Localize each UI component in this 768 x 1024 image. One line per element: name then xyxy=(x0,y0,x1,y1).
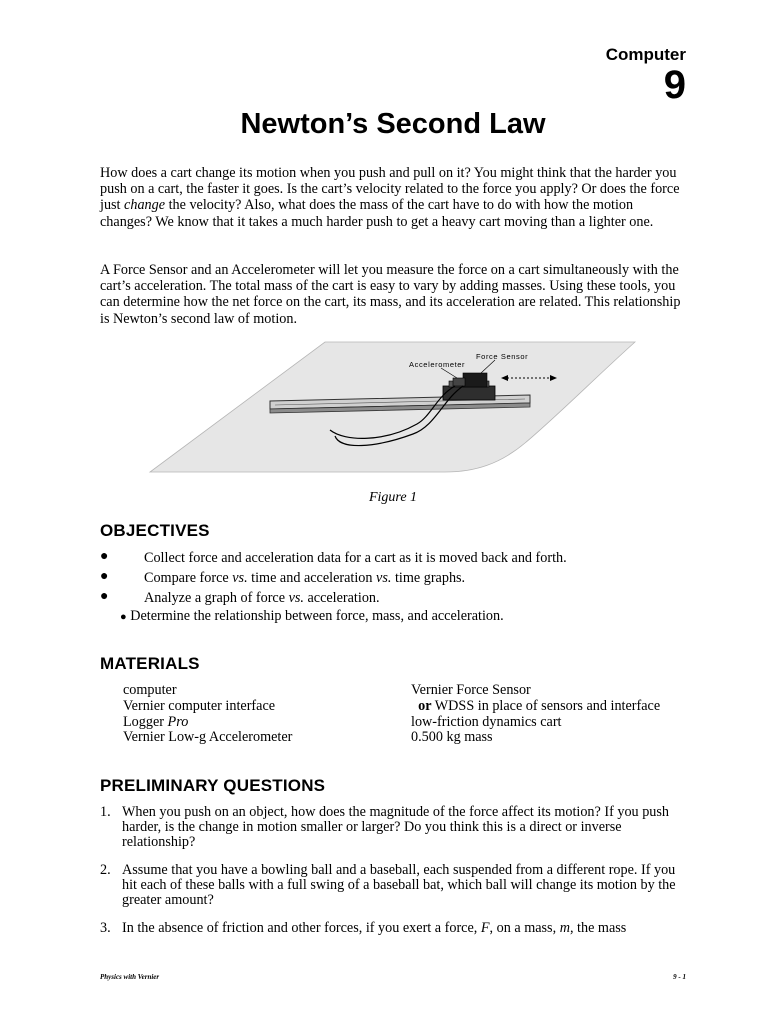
objective-text: Collect force and acceleration data for a cart as it is moved back and forth. xyxy=(144,550,567,566)
footer-page-number: 9 - 1 xyxy=(673,973,686,981)
bullet-icon: ● xyxy=(100,569,109,584)
objective-text: Compare force vs. time and acceleration vs. time graphs. xyxy=(144,570,466,586)
figure-caption: Figure 1 xyxy=(368,490,418,505)
computer-label: Computer xyxy=(605,45,686,64)
material-item: Vernier Force Sensor xyxy=(411,682,531,698)
question-text: Assume that you have a bowling ball and a baseball, each suspended from a different rope. If you hit each of these balls with a full swing of a baseball bat, which ball will change its motion by the greater amount? xyxy=(122,862,676,909)
force-sensor xyxy=(463,373,487,387)
question-item xyxy=(100,805,690,851)
figure-cart-track-diagram xyxy=(145,338,640,478)
objective-text: Analyze a graph of force vs. acceleration. xyxy=(144,590,380,606)
accelerometer xyxy=(453,378,465,386)
material-item: low-friction dynamics cart xyxy=(411,713,562,730)
intro-paragraph-2: A Force Sensor and an Accelerometer will let you measure the force on a cart simultaneously with the cart’s acceleration. The total mass of the cart is easy to vary by adding masses. Using these tools, you can determine how the net force on the cart, its mass, and its acceleration are related. This relationship is Newton’s second law of motion. xyxy=(100,262,681,327)
objective-text: Determine the relationship between force, mass, and acceleration. xyxy=(130,608,504,624)
material-item: Logger Pro xyxy=(123,713,189,730)
force-sensor-label: Force Sensor xyxy=(476,352,529,361)
accelerometer-label: Accelerometer xyxy=(409,360,466,369)
intro-paragraph-1: How does a cart change its motion when you push and pull on it? You might think that the harder you push on a cart, the faster it goes. Is the cart’s velocity related to the force you apply? Or does the force just change the velocity? Also, what does the mass of the cart have to do with how the motion changes? We know that it takes a much harder push to get a heavy cart moving than a lighter one. xyxy=(100,165,680,230)
bullet-icon: ● xyxy=(100,589,109,604)
preliminary-questions-heading: PRELIMINARY QUESTIONS xyxy=(100,776,326,795)
question-number: 3. xyxy=(100,920,111,936)
objectives-heading: OBJECTIVES xyxy=(100,521,210,540)
question-number: 1. xyxy=(100,804,111,820)
material-item: Vernier computer interface xyxy=(123,697,276,714)
question-number: 2. xyxy=(100,862,111,878)
footer-book-title: Physics with Vernier xyxy=(100,973,160,981)
materials-heading: MATERIALS xyxy=(100,654,200,673)
bullet-icon: ● xyxy=(120,611,127,623)
material-item: or WDSS in place of sensors and interface xyxy=(418,697,661,714)
question-text: In the absence of friction and other forces, if you exert a force, F, on a mass, m, the mass xyxy=(122,920,627,936)
materials-right-column xyxy=(411,683,660,746)
page-title: Newton’s Second Law xyxy=(240,108,546,140)
question-item xyxy=(100,921,690,936)
material-item: 0.500 kg mass xyxy=(411,729,493,746)
materials-left-column xyxy=(123,683,292,746)
bullet-icon: ● xyxy=(100,549,109,564)
question-item xyxy=(100,863,690,909)
experiment-number: 9 xyxy=(663,63,686,107)
material-item: Vernier Low-g Accelerometer xyxy=(123,729,293,746)
objective-item xyxy=(120,608,504,625)
question-text: When you push on an object, how does the magnitude of the force affect its motion? If you push harder, is the change in motion smaller or larger? Do you think this is a direct or inverse relationship? xyxy=(122,804,670,851)
material-item: computer xyxy=(123,682,177,698)
